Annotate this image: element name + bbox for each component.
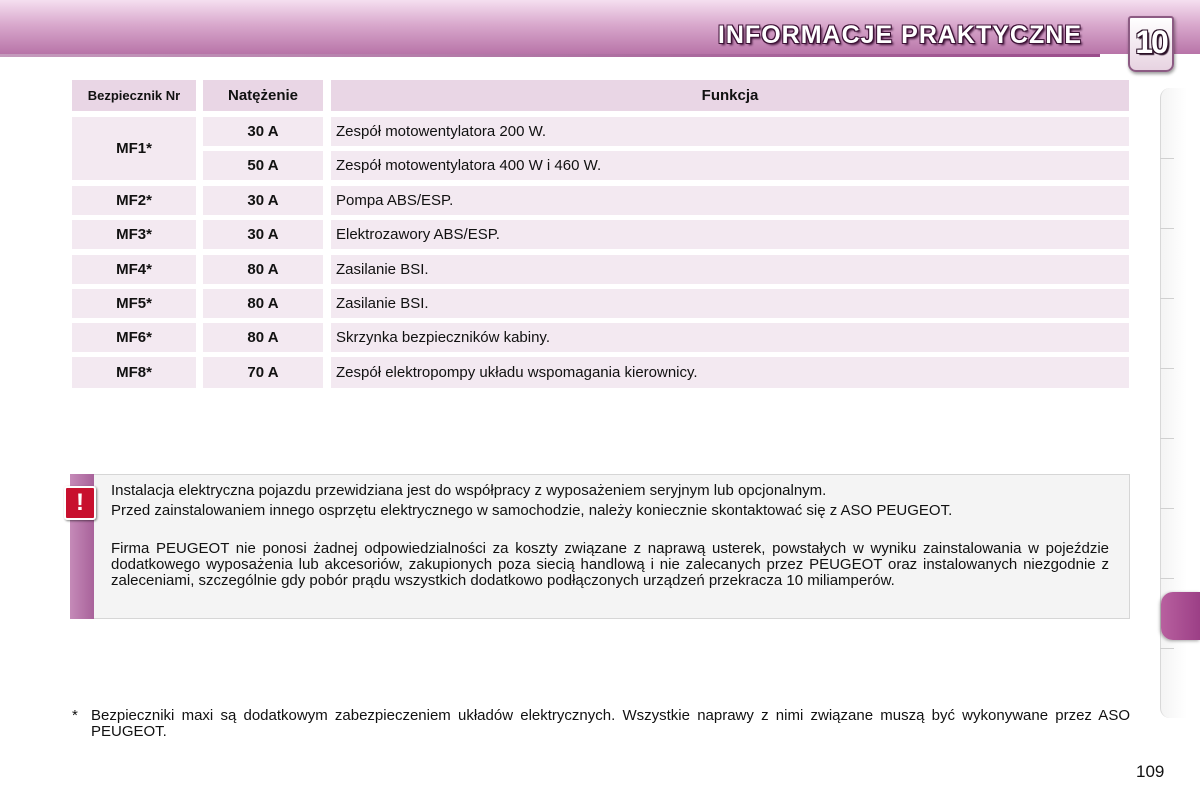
fuse-function: Zasilanie BSI. [331, 255, 1129, 284]
chapter-tab [1128, 16, 1174, 72]
fuse-amperage: 50 A [203, 151, 323, 180]
warning-paragraph: Instalacja elektryczna pojazdu przewidziana jest do współpracy z wyposażeniem seryjnym lub opcjonalnym. [111, 482, 827, 499]
fuse-number: MF4* [72, 255, 196, 284]
fuse-amperage: 80 A [203, 255, 323, 284]
fuse-function: Zespół motowentylatora 200 W. [331, 117, 1129, 146]
index-tick [1160, 368, 1174, 369]
fuse-function: Pompa ABS/ESP. [331, 186, 1129, 215]
fuse-number: MF2* [72, 186, 196, 215]
fuse-number: MF1* [72, 117, 196, 180]
warning-paragraph: Przed zainstalowaniem innego osprzętu elektrycznego w samochodzie, należy koniecznie skontaktować się z ASO PEUGEOT. [111, 502, 953, 519]
fuse-amperage: 30 A [203, 220, 323, 249]
fuse-function: Skrzynka bezpieczników kabiny. [331, 323, 1129, 352]
table-header-function: Funkcja [331, 80, 1129, 111]
index-tick [1160, 648, 1174, 649]
fuse-amperage: 80 A [203, 323, 323, 352]
page-number: 109 [1136, 762, 1165, 781]
fuse-number: MF6* [72, 323, 196, 352]
warning-icon: ! [64, 486, 96, 520]
warning-paragraph: Firma PEUGEOT nie ponosi żadnej odpowiedzialności za koszty związane z naprawą usterek, powstałych w wyniku zainstalowania w pojeździe dodatkowego wyposażenia lub akcesoriów, zakupionych poza siecią handlową i nie zalecanych przez PEUGEOT oraz instalowanych niezgodnie z zaleceniami, szczególnie gdy pobór prądu wszystkich dodatkowo podłączonych urządzeń przekracza 10 miliamperów. [111, 540, 1109, 589]
fuse-number: MF5* [72, 289, 196, 318]
fuse-number: MF3* [72, 220, 196, 249]
index-tick [1160, 438, 1174, 439]
index-tick [1160, 578, 1174, 579]
chapter-index-active-tab[interactable] [1161, 592, 1200, 640]
fuse-function: Zespół elektropompy układu wspomagania kierownicy. [331, 357, 1129, 388]
index-tick [1160, 158, 1174, 159]
fuse-function: Zasilanie BSI. [331, 289, 1129, 318]
fuse-function: Zespół motowentylatora 400 W i 460 W. [331, 151, 1129, 180]
index-tick [1160, 508, 1174, 509]
header-rule [0, 54, 1100, 57]
page-title: INFORMACJE PRAKTYCZNE [717, 21, 1082, 49]
fuse-amperage: 70 A [203, 357, 323, 388]
fuse-amperage: 80 A [203, 289, 323, 318]
chapter-number: 10 [1135, 24, 1167, 60]
index-tick [1160, 298, 1174, 299]
fuse-amperage: 30 A [203, 117, 323, 146]
fuse-function: Elektrozawory ABS/ESP. [331, 220, 1129, 249]
table-header-amp: Natężenie [203, 80, 323, 111]
footnote-marker: * [72, 707, 78, 724]
footnote-text: Bezpieczniki maxi są dodatkowym zabezpieczeniem układów elektrycznych. Wszystkie naprawy z nimi związane muszą być wykonywane przez ASO PEUGEOT. [91, 707, 1130, 740]
table-header-nr: Bezpiecznik Nr [72, 80, 196, 111]
index-tick [1160, 228, 1174, 229]
fuse-number: MF8* [72, 357, 196, 388]
fuse-amperage: 30 A [203, 186, 323, 215]
